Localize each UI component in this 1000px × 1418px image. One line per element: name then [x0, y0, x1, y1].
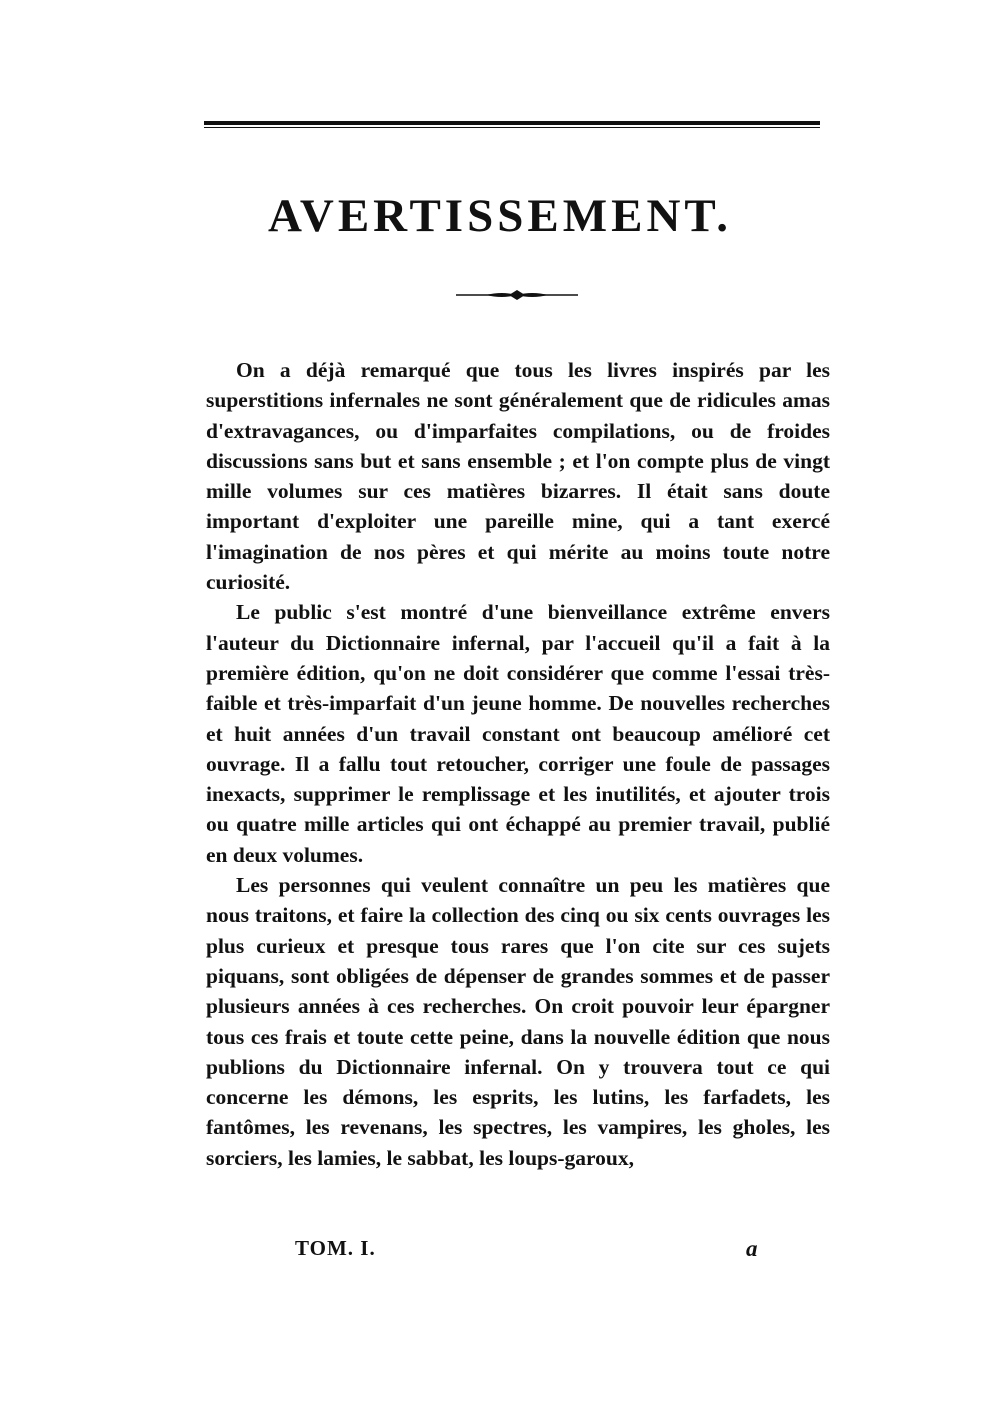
paragraph-3: Les personnes qui veulent connaître un peu les matières que nous traitons, et faire la collection des cinq ou six cents ouvrages les plus curieux et presque tous rares que l'on cite sur ces sujets piquans, sont obligées de dépenser de grandes sommes et de passer plusieurs années à ces recherches. On croit pouvoir leur épargner tous ces frais et toute cette peine, dans la nouvelle édition que nous publions du Dictionnaire infernal. On y trouvera tout ce qui concerne les démons, les esprits, les lutins, les farfadets, les fantômes, les revenans, les spectres, les vampires, les gholes, les sorciers, les lamies, le sabbat, les loups-garoux,	[206, 873, 830, 1170]
top-rule-thin-line	[204, 127, 820, 128]
body-text	[206, 355, 830, 1173]
top-rule-thick-line	[204, 121, 820, 125]
page-title: AVERTISSEMENT.	[268, 190, 732, 242]
page-footer	[0, 1236, 1000, 1270]
volume-mark: TOM. I.	[295, 1236, 376, 1260]
paragraph-2: Le public s'est montré d'une bienveillance extrême envers l'auteur du Dictionnaire infernal, par l'accueil qu'il a fait à la première édition, qu'on ne doit considérer que comme l'essai très-faible et très-imparfait d'un jeune homme. De nouvelles recherches et huit années d'un travail constant ont beaucoup amélioré cet ouvrage. Il a fallu tout retoucher, corriger une foule de passages inexacts, supprimer le remplissage et les inutilités, et ajouter trois ou quatre mille articles qui ont échappé au premier travail, publié en deux volumes.	[206, 600, 830, 867]
signature-mark: a	[746, 1236, 758, 1261]
paragraph-1: On a déjà remarqué que tous les livres inspirés par les superstitions infernales ne sont généralement que de ridicules amas d'extravagances, ou d'imparfaites compilations, ou de froides discussions sans but et sans ensemble ; et l'on compte plus de vingt mille volumes sur ces matières bizarres. Il était sans doute important d'exploiter une pareille mine, qui a tant exercé l'imagination de nos pères et qui mérite au moins toute notre curiosité.	[206, 358, 830, 595]
ornament-divider-icon	[456, 286, 578, 304]
